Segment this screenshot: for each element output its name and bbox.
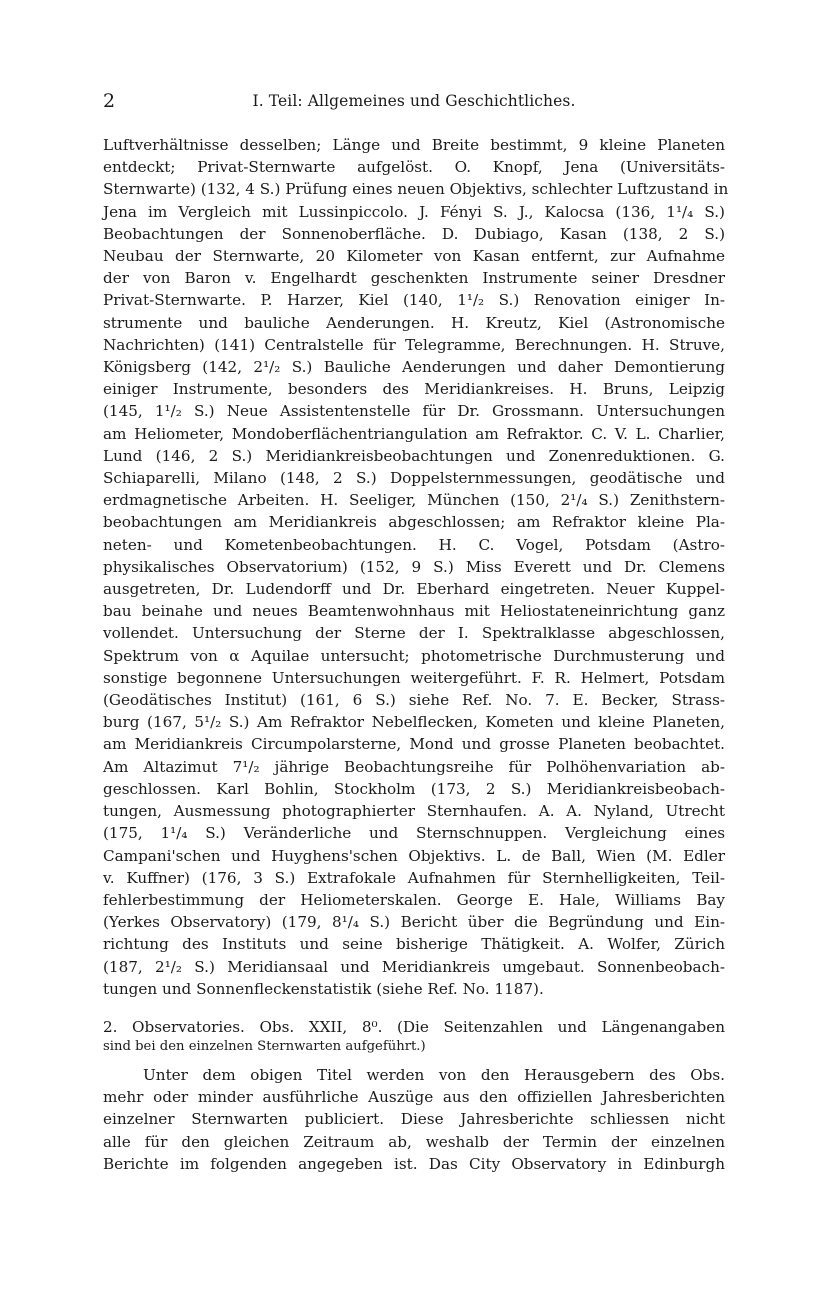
text-line: am Heliometer, Mondoberflächentriangulation am Refraktor. C. V. L. Charlier, <box>103 424 725 443</box>
text-line: (187, 2¹/₂ S.) Meridiansaal und Meridiankreis umgebaut. Sonnenbeobach- <box>103 957 725 976</box>
text-line: burg (167, 5¹/₂ S.) Am Refraktor Nebelflecken, Kometen und kleine Planeten, <box>103 713 725 732</box>
text-line: bau beinahe und neues Beamtenwohnhaus mit Heliostateneinrichtung ganz <box>103 602 725 621</box>
text-line: erdmagnetische Arbeiten. H. Seeliger, München (150, 2¹/₄ S.) Zenithstern- <box>103 491 725 510</box>
text-line: (Yerkes Observatory) (179, 8¹/₄ S.) Bericht über die Begründung und Ein- <box>103 913 725 932</box>
section-heading: 2. Observatories. Obs. XXII, 8⁰. (Die Seitenzahlen und Längenangaben <box>103 1017 725 1036</box>
text-line: strumente und bauliche Aenderungen. H. Kreutz, Kiel (Astronomische <box>103 313 725 332</box>
running-title: I. Teil: Allgemeines und Geschichtliches. <box>252 92 576 110</box>
text-line: Campani'schen und Huyghens'schen Objektivs. L. de Ball, Wien (M. Edler <box>103 846 725 865</box>
text-line: richtung des Instituts und seine bisherige Thätigkeit. A. Wolfer, Zürich <box>103 935 725 954</box>
text-line: vollendet. Untersuchung der Sterne der I. Spektralklasse abgeschlossen, <box>103 624 725 643</box>
text-line: v. Kuffner) (176, 3 S.) Extrafokale Aufnahmen für Sternhelligkeiten, Teil- <box>103 868 725 887</box>
text-line: entdeckt; Privat-Sternwarte aufgelöst. O. Knopf, Jena (Universitäts- <box>103 158 725 177</box>
text-line: alle für den gleichen Zeitraum ab, weshalb der Termin der einzelnen <box>103 1132 725 1151</box>
text-line: Sternwarte) (132, 4 S.) Prüfung eines neuen Objektivs, schlechter Luftzustand in <box>103 180 729 199</box>
text-line: Königsberg (142, 2¹/₂ S.) Bauliche Aenderungen und daher Demontierung <box>103 358 725 377</box>
text-line: Berichte im folgenden angegeben ist. Das City Observatory in Edinburgh <box>103 1154 725 1173</box>
text-line: Jena im Vergleich mit Lussinpiccolo. J. Fényi S. J., Kalocsa (136, 1¹/₄ S.) <box>103 202 725 221</box>
text-line: Luftverhältnisse desselben; Länge und Breite bestimmt, 9 kleine Planeten <box>103 136 725 154</box>
text-line: einzelner Sternwarten publiciert. Diese Jahresberichte schliessen nicht <box>103 1110 725 1129</box>
text-line: Beobachtungen der Sonnenoberfläche. D. Dubiago, Kasan (138, 2 S.) <box>103 224 725 243</box>
section-heading-continuation: sind bei den einzelnen Sternwarten aufgeführt.) <box>103 1038 426 1054</box>
text-line: Lund (146, 2 S.) Meridiankreisbeobachtungen und Zonenreduktionen. G. <box>103 446 725 465</box>
text-line: ausgetreten, Dr. Ludendorff und Dr. Eberhard eingetreten. Neuer Kuppel- <box>103 580 725 599</box>
page <box>103 90 729 1175</box>
text-line: Schiaparelli, Milano (148, 2 S.) Doppelsternmessungen, geodätische und <box>103 469 725 488</box>
text-line: tungen, Ausmessung photographierter Sternhaufen. A. A. Nyland, Utrecht <box>103 802 725 821</box>
text-line: mehr oder minder ausführliche Auszüge aus den offiziellen Jahresberichten <box>103 1088 725 1107</box>
text-line: Nachrichten) (141) Centralstelle für Telegramme, Berechnungen. H. Struve, <box>103 335 725 354</box>
text-line: physikalisches Observatorium) (152, 9 S.) Miss Everett und Dr. Clemens <box>103 557 725 576</box>
page-number: 2 <box>103 90 116 112</box>
body-text <box>103 134 729 1000</box>
section-paragraph <box>103 1064 725 1175</box>
text-line: Spektrum von α Aquilae untersucht; photometrische Durchmusterung und <box>103 646 725 665</box>
text-line: Am Altazimut 7¹/₂ jährige Beobachtungsreihe für Polhöhenvariation ab- <box>103 757 725 776</box>
text-line: Neubau der Sternwarte, 20 Kilometer von Kasan entfernt, zur Aufnahme <box>103 247 725 266</box>
running-head <box>103 90 725 116</box>
text-line: einiger Instrumente, besonders des Meridiankreises. H. Bruns, Leipzig <box>103 380 725 399</box>
text-line: beobachtungen am Meridiankreis abgeschlossen; am Refraktor kleine Pla- <box>103 513 725 532</box>
text-line: der von Baron v. Engelhardt geschenkten Instrumente seiner Dresdner <box>103 269 725 288</box>
text-line: (Geodätisches Institut) (161, 6 S.) siehe Ref. No. 7. E. Becker, Strass- <box>103 691 725 710</box>
text-line: (175, 1¹/₄ S.) Veränderliche und Sternschnuppen. Vergleichung eines <box>103 824 725 843</box>
section-observatories <box>103 1016 725 1175</box>
text-line: am Meridiankreis Circumpolarsterne, Mond und grosse Planeten beobachtet. <box>103 735 725 754</box>
text-line: (145, 1¹/₂ S.) Neue Assistentenstelle für Dr. Grossmann. Untersuchungen <box>103 402 725 421</box>
text-line: tungen und Sonnenfleckenstatistik (siehe Ref. No. 1187). <box>103 979 544 998</box>
text-line: fehlerbestimmung der Heliometerskalen. George E. Hale, Williams Bay <box>103 890 725 909</box>
text-line: sonstige begonnene Untersuchungen weitergeführt. F. R. Helmert, Potsdam <box>103 668 725 687</box>
text-line: Privat-Sternwarte. P. Harzer, Kiel (140, 1¹/₂ S.) Renovation einiger In- <box>103 291 725 310</box>
text-line: neten- und Kometenbeobachtungen. H. C. Vogel, Potsdam (Astro- <box>103 535 725 554</box>
text-line: geschlossen. Karl Bohlin, Stockholm (173, 2 S.) Meridiankreisbeobach- <box>103 779 725 798</box>
text-line: Unter dem obigen Titel werden von den Herausgebern des Obs. <box>143 1065 725 1084</box>
